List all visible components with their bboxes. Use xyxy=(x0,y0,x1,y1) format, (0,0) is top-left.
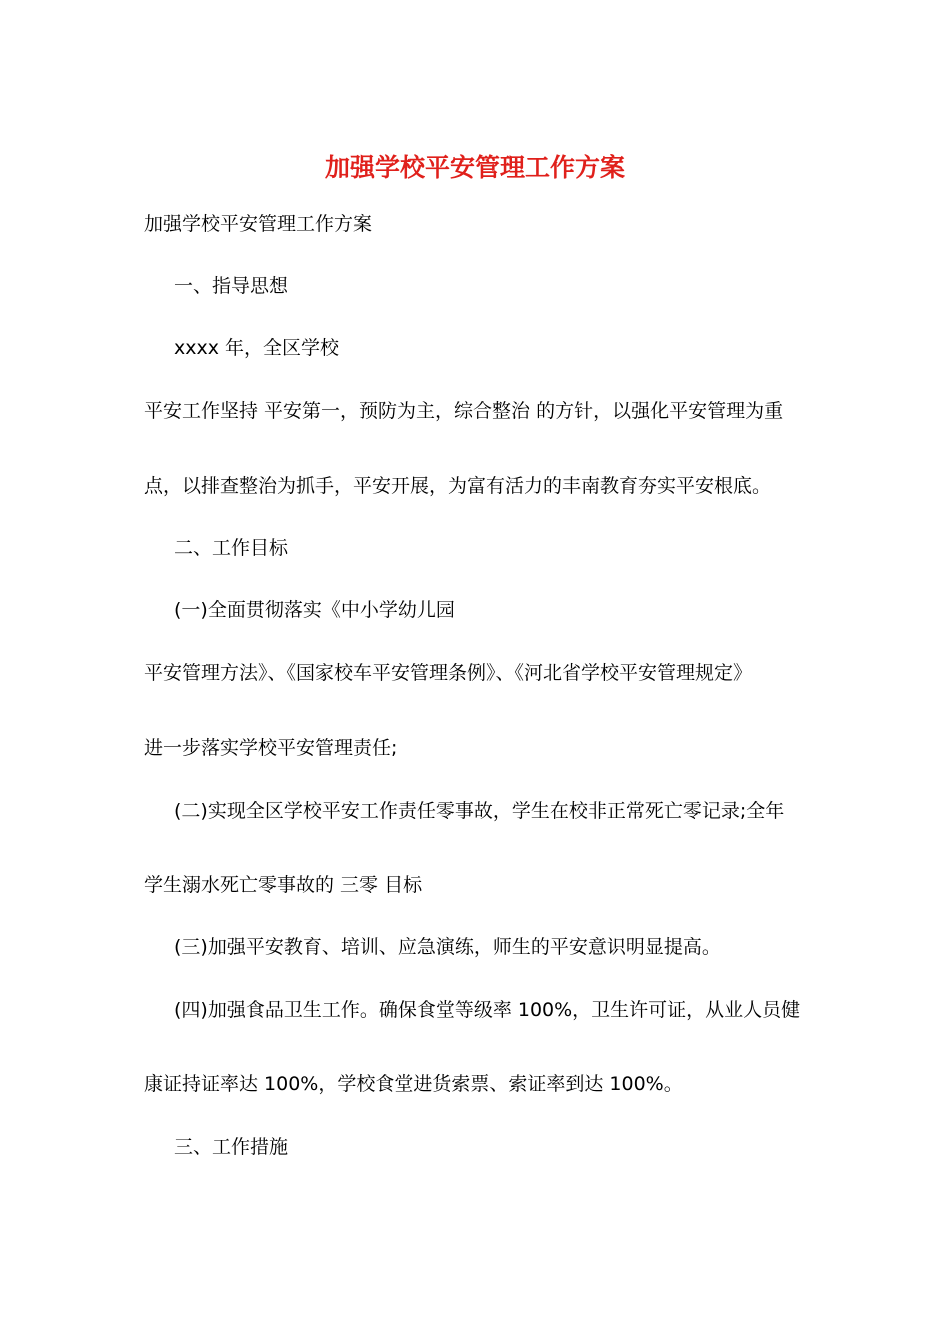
paragraph-line: 康证持证率达 100%，学校食堂进货索票、索证率到达 100%。 xyxy=(144,1073,683,1095)
paragraph-line: (四)加强食品卫生工作。确保食堂等级率 100%，卫生许可证，从业人员健 xyxy=(174,999,801,1021)
paragraph-line: 平安工作坚持 平安第一，预防为主，综合整治 的方针，以强化平安管理为重 xyxy=(144,400,784,422)
paragraph-line: (一)全面贯彻落实《中小学幼儿园 xyxy=(174,599,455,621)
paragraph-line: 点，以排查整治为抓手，平安开展，为富有活力的丰南教育夯实平安根底。 xyxy=(144,475,772,497)
section-heading-work-measures: 三、工作措施 xyxy=(174,1136,289,1158)
section-heading-guiding-ideology: 一、指导思想 xyxy=(174,275,289,297)
paragraph-line: 平安管理方法》、《国家校车平安管理条例》、《河北省学校平安管理规定》 xyxy=(144,662,753,684)
section-heading-work-goals: 二、工作目标 xyxy=(174,537,289,559)
paragraph-line: (三)加强平安教育、培训、应急演练，师生的平安意识明显提高。 xyxy=(174,936,721,958)
document-title: 加强学校平安管理工作方案 xyxy=(324,153,625,182)
paragraph-line: xxxx 年，全区学校 xyxy=(174,337,340,359)
paragraph-line: (二)实现全区学校平安工作责任零事故，学生在校非正常死亡零记录;全年 xyxy=(174,800,785,822)
paragraph-line: 学生溺水死亡零事故的 三零 目标 xyxy=(144,874,423,896)
doc-subtitle: 加强学校平安管理工作方案 xyxy=(144,213,373,235)
paragraph-line: 进一步落实学校平安管理责任; xyxy=(144,737,398,759)
